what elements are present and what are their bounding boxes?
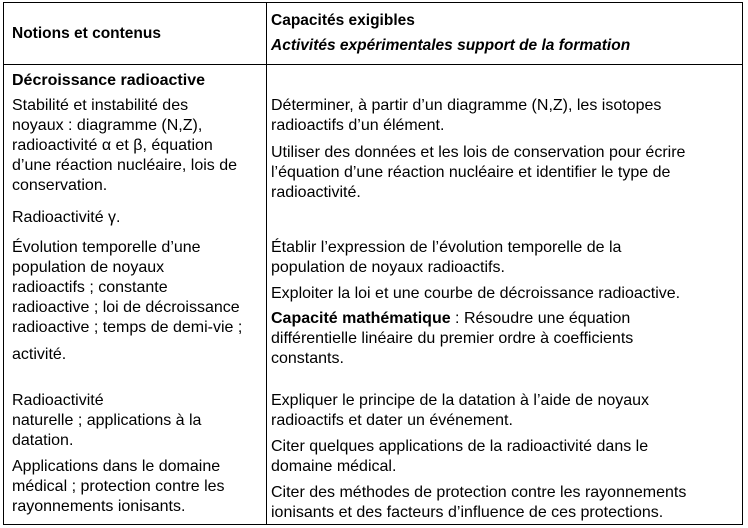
capacite-protection: Citer des méthodes de protection contre les rayonnements ionisants et des facteurs d’influence de ces protections. (271, 484, 687, 521)
notion-activite: activité. (12, 346, 67, 363)
notion-radioactivite-gamma: Radioactivité γ. (12, 209, 121, 226)
notion-stabilite: Stabilité et instabilité des noyaux : diagramme (N,Z), radioactivité α et β, équation d’une réaction nucléaire, lois de conservation. (12, 97, 238, 194)
capacite-expression-evolution: Établir l’expression de l’évolution temporelle de la population de noyaux radioactifs. (271, 239, 622, 276)
section-title: Décroissance radioactive (12, 72, 205, 89)
header-activites: Activités expérimentales support de la formation (271, 37, 631, 54)
header-divider (4, 64, 742, 65)
capacite-datation: Expliquer le principe de la datation à l’aide de noyaux radioactifs et dater un événement. (271, 392, 650, 429)
capacite-mathematique-label: Capacité mathématique (271, 310, 451, 327)
capacite-mathematique-suite: différentielle linéaire du premier ordre à coefficients constants. (271, 330, 634, 367)
capacite-courbe-decroissance: Exploiter la loi et une courbe de décroissance radioactive. (271, 285, 681, 302)
capacite-lois-conservation: Utiliser des données et les lois de conservation pour écrire l’équation d’une réaction nucléaire et identifier le type de radioactivité. (271, 144, 686, 201)
capacite-applications-medicales: Citer quelques applications de la radioactivité dans le domaine médical. (271, 438, 649, 475)
column-divider (266, 3, 267, 524)
program-table (3, 2, 743, 525)
header-capacites: Capacités exigibles (271, 12, 415, 29)
notion-datation: Radioactivité naturelle ; applications à la datation. (12, 392, 202, 449)
notion-evolution-temporelle: Évolution temporelle d’une population de noyaux radioactifs ; constante radioactive ; loi de décroissance radioactive ; temps de demi-vie ; (12, 239, 243, 336)
capacite-diagramme: Déterminer, à partir d’un diagramme (N,Z), les isotopes radioactifs d’un élément. (271, 97, 662, 134)
capacite-mathematique-text: : Résoudre une équation (450, 310, 631, 327)
notion-applications-medicales: Applications dans le domaine médical ; protection contre les rayonnements ionisants. (12, 458, 225, 515)
header-notions: Notions et contenus (12, 25, 161, 42)
capacite-mathematique (271, 309, 630, 329)
